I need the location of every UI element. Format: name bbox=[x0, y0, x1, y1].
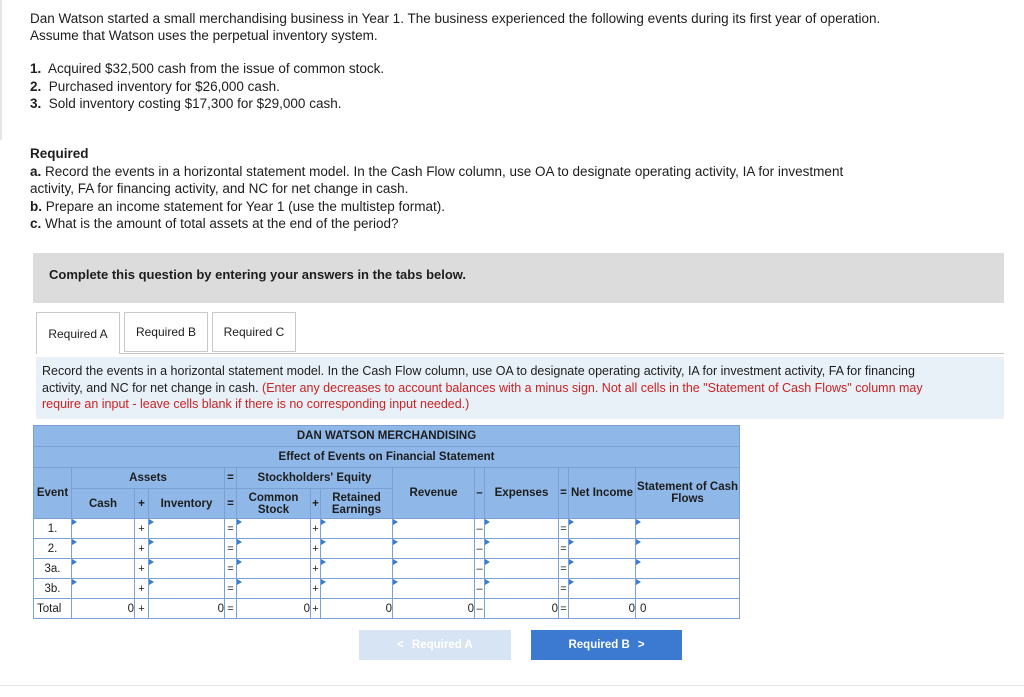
instructions-line-1: Record the events in a horizontal statement model. In the Cash Flow column, use OA to designate operating activity, IA for investment activity, FA for financing bbox=[42, 364, 915, 378]
statement-of-cash-flows-input-cell[interactable] bbox=[636, 559, 740, 579]
revenue-input[interactable] bbox=[393, 580, 474, 598]
revenue-input[interactable] bbox=[393, 540, 474, 558]
input-marker-icon bbox=[72, 519, 77, 525]
instructions-line-3: require an input - leave cells blank if there is no corresponding input needed.) bbox=[42, 397, 470, 411]
operator-sign: – bbox=[475, 519, 485, 539]
input-marker-icon bbox=[237, 559, 242, 565]
input-marker-icon bbox=[237, 579, 242, 585]
header-plus-sign: + bbox=[135, 489, 149, 519]
common-stock-input-cell[interactable] bbox=[237, 519, 311, 539]
retained-earnings-input-cell[interactable] bbox=[321, 519, 393, 539]
expenses-input-cell[interactable] bbox=[485, 539, 559, 559]
input-marker-icon bbox=[569, 579, 574, 585]
tab-required-c[interactable]: Required C bbox=[212, 312, 296, 352]
input-marker-icon bbox=[636, 539, 641, 545]
company-name: DAN WATSON MERCHANDISING bbox=[34, 426, 740, 447]
revenue-input[interactable] bbox=[393, 560, 474, 578]
event-item: 2. Purchased inventory for $26,000 cash. bbox=[30, 78, 280, 94]
event-label: 3b. bbox=[34, 579, 72, 599]
input-marker-icon bbox=[569, 519, 574, 525]
required-c: c. What is the amount of total assets at the end of the period? bbox=[30, 216, 399, 231]
statement-of-cash-flows-total: 0 bbox=[636, 599, 740, 619]
header-stockholders-equity: Stockholders' Equity bbox=[237, 468, 393, 489]
common-stock-input-cell[interactable] bbox=[237, 559, 311, 579]
input-marker-icon bbox=[321, 539, 326, 545]
net-income-total: 0 bbox=[569, 599, 636, 619]
expenses-input-cell[interactable] bbox=[485, 579, 559, 599]
expenses-input[interactable] bbox=[485, 580, 558, 598]
input-marker-icon bbox=[321, 519, 326, 525]
input-marker-icon bbox=[485, 519, 490, 525]
input-marker-icon bbox=[149, 519, 154, 525]
operator-sign: + bbox=[311, 539, 321, 559]
input-marker-icon bbox=[636, 559, 641, 565]
operator-sign: + bbox=[135, 559, 149, 579]
header-minus-sign: – bbox=[475, 468, 485, 519]
inventory-input[interactable] bbox=[149, 580, 224, 598]
table-row-total bbox=[34, 599, 740, 619]
inventory-total: 0 bbox=[149, 599, 225, 619]
operator-sign: = bbox=[559, 519, 569, 539]
header-equals-sign: = bbox=[225, 489, 237, 519]
inventory-input[interactable] bbox=[149, 520, 224, 538]
operator-sign: – bbox=[475, 579, 485, 599]
header-equals-sign: = bbox=[225, 468, 237, 489]
table-row bbox=[34, 579, 740, 599]
statement-of-cash-flows-input[interactable] bbox=[636, 540, 739, 558]
revenue-total: 0 bbox=[393, 599, 475, 619]
input-marker-icon bbox=[72, 579, 77, 585]
net-income-input[interactable] bbox=[569, 560, 635, 578]
event-label: 1. bbox=[34, 519, 72, 539]
retained-earnings-total: 0 bbox=[321, 599, 393, 619]
header-expenses: Expenses bbox=[485, 468, 559, 519]
net-income-input[interactable] bbox=[569, 580, 635, 598]
input-marker-icon bbox=[636, 579, 641, 585]
table-row bbox=[34, 539, 740, 559]
input-marker-icon bbox=[393, 579, 398, 585]
expenses-input[interactable] bbox=[485, 520, 558, 538]
net-income-input-cell[interactable] bbox=[569, 519, 636, 539]
header-common-stock: Common Stock bbox=[237, 489, 311, 519]
common-stock-input[interactable] bbox=[237, 540, 310, 558]
operator-sign: = bbox=[559, 599, 569, 619]
header-inventory: Inventory bbox=[149, 489, 225, 519]
event-item: 3. Sold inventory costing $17,300 for $29,000 cash. bbox=[30, 96, 342, 111]
input-marker-icon bbox=[485, 579, 490, 585]
input-marker-icon bbox=[636, 519, 641, 525]
instructions-line-2: activity, and NC for net change in cash. (Enter any decreases to account balances with a minus sign. Not all cells in the "Statement of Cash Flows" column may bbox=[42, 380, 923, 395]
horizontal-statement-model bbox=[33, 425, 740, 619]
input-marker-icon bbox=[393, 539, 398, 545]
total-label: Total bbox=[34, 599, 72, 619]
operator-sign: = bbox=[225, 599, 237, 619]
input-marker-icon bbox=[237, 539, 242, 545]
chevron-left-icon: < bbox=[397, 639, 404, 651]
operator-sign: + bbox=[135, 539, 149, 559]
left-rule bbox=[0, 0, 2, 140]
cash-input-cell[interactable] bbox=[72, 579, 135, 599]
input-marker-icon bbox=[321, 559, 326, 565]
input-marker-icon bbox=[321, 579, 326, 585]
operator-sign: = bbox=[559, 539, 569, 559]
bottom-rule bbox=[0, 685, 1024, 686]
retained-earnings-input-cell[interactable] bbox=[321, 579, 393, 599]
inventory-input-cell[interactable] bbox=[149, 539, 225, 559]
operator-sign: + bbox=[311, 519, 321, 539]
revenue-input-cell[interactable] bbox=[393, 559, 475, 579]
input-marker-icon bbox=[237, 519, 242, 525]
expenses-input[interactable] bbox=[485, 540, 558, 558]
header-statement-of-cash-flows: Statement of Cash Flows bbox=[636, 468, 740, 519]
net-income-input[interactable] bbox=[569, 540, 635, 558]
operator-sign: + bbox=[135, 599, 149, 619]
tab-required-b[interactable]: Required B bbox=[124, 312, 208, 352]
input-marker-icon bbox=[149, 539, 154, 545]
input-marker-icon bbox=[393, 519, 398, 525]
cash-input[interactable] bbox=[72, 540, 134, 558]
common-stock-input-cell[interactable] bbox=[237, 539, 311, 559]
retained-earnings-input[interactable] bbox=[321, 520, 392, 538]
input-marker-icon bbox=[393, 559, 398, 565]
cash-total: 0 bbox=[72, 599, 135, 619]
input-marker-icon bbox=[149, 579, 154, 585]
operator-sign: = bbox=[559, 559, 569, 579]
input-marker-icon bbox=[485, 559, 490, 565]
input-marker-icon bbox=[149, 559, 154, 565]
tab-required-a[interactable]: Required A bbox=[36, 312, 120, 354]
common-stock-input[interactable] bbox=[237, 560, 310, 578]
cash-input[interactable] bbox=[72, 560, 134, 578]
statement-of-cash-flows-input-cell[interactable] bbox=[636, 539, 740, 559]
input-marker-icon bbox=[569, 559, 574, 565]
retained-earnings-input-cell[interactable] bbox=[321, 539, 393, 559]
operator-sign: – bbox=[475, 559, 485, 579]
retained-earnings-input-cell[interactable] bbox=[321, 559, 393, 579]
operator-sign: = bbox=[225, 519, 237, 539]
cash-input[interactable] bbox=[72, 520, 134, 538]
expenses-input[interactable] bbox=[485, 560, 558, 578]
header-retained-earnings: Retained Earnings bbox=[321, 489, 393, 519]
next-required-b-button[interactable]: Required B > bbox=[531, 630, 682, 660]
operator-sign: – bbox=[475, 599, 485, 619]
required-b: b. Prepare an income statement for Year 1 (use the multistep format). bbox=[30, 198, 445, 214]
header-assets: Assets bbox=[72, 468, 225, 489]
operator-sign: + bbox=[311, 579, 321, 599]
complete-question-banner: Complete this question by entering your answers in the tabs below. bbox=[33, 253, 1004, 303]
required-a: a. Record the events in a horizontal statement model. In the Cash Flow column, use OA to designate operating activity, IA for investment activity, FA for financing activity, and NC for net change in cash. bbox=[30, 163, 844, 196]
statement-of-cash-flows-input[interactable] bbox=[636, 580, 739, 598]
retained-earnings-input[interactable] bbox=[321, 580, 392, 598]
cash-input-cell[interactable] bbox=[72, 559, 135, 579]
tab-panel-border bbox=[36, 353, 1004, 354]
common-stock-input[interactable] bbox=[237, 580, 310, 598]
common-stock-total: 0 bbox=[237, 599, 311, 619]
operator-sign: – bbox=[475, 539, 485, 559]
operator-sign: = bbox=[225, 539, 237, 559]
input-marker-icon bbox=[569, 539, 574, 545]
statement-of-cash-flows-input[interactable] bbox=[636, 520, 739, 538]
header-plus-sign: + bbox=[311, 489, 321, 519]
statement-of-cash-flows-input-cell[interactable] bbox=[636, 519, 740, 539]
event-label: 3a. bbox=[34, 559, 72, 579]
table-subtitle: Effect of Events on Financial Statement bbox=[34, 447, 740, 468]
retained-earnings-input[interactable] bbox=[321, 560, 392, 578]
net-income-input-cell[interactable] bbox=[569, 539, 636, 559]
table-row bbox=[34, 519, 740, 539]
header-net-income: Net Income bbox=[569, 468, 636, 519]
operator-sign: + bbox=[311, 559, 321, 579]
operator-sign: = bbox=[559, 579, 569, 599]
revenue-input-cell[interactable] bbox=[393, 579, 475, 599]
cash-input-cell[interactable] bbox=[72, 519, 135, 539]
operator-sign: = bbox=[225, 559, 237, 579]
table-row bbox=[34, 559, 740, 579]
statement-of-cash-flows-input[interactable] bbox=[636, 560, 739, 578]
problem-intro: Dan Watson started a small merchandising business in Year 1. The business experienced the following events during its first year of operation. Assume that Watson uses the perpetual inventory system. bbox=[30, 11, 881, 43]
expenses-input-cell[interactable] bbox=[485, 519, 559, 539]
expenses-total: 0 bbox=[485, 599, 559, 619]
inventory-input[interactable] bbox=[149, 560, 224, 578]
retained-earnings-input[interactable] bbox=[321, 540, 392, 558]
cash-input-cell[interactable] bbox=[72, 539, 135, 559]
header-cash: Cash bbox=[72, 489, 135, 519]
operator-sign: + bbox=[311, 599, 321, 619]
required-title: Required bbox=[30, 146, 89, 161]
event-label: 2. bbox=[34, 539, 72, 559]
operator-sign: = bbox=[225, 579, 237, 599]
events-list bbox=[30, 60, 384, 113]
inventory-input-cell[interactable] bbox=[149, 579, 225, 599]
prev-required-a-button[interactable]: < Required A bbox=[359, 630, 511, 660]
required-section bbox=[30, 145, 850, 233]
operator-sign: + bbox=[135, 519, 149, 539]
cash-input[interactable] bbox=[72, 580, 134, 598]
revenue-input[interactable] bbox=[393, 520, 474, 538]
chevron-right-icon: > bbox=[637, 639, 645, 651]
net-income-input-cell[interactable] bbox=[569, 559, 636, 579]
common-stock-input[interactable] bbox=[237, 520, 310, 538]
statement-of-cash-flows-input-cell[interactable] bbox=[636, 579, 740, 599]
header-equals-sign: = bbox=[559, 468, 569, 519]
revenue-input-cell[interactable] bbox=[393, 519, 475, 539]
inventory-input-cell[interactable] bbox=[149, 559, 225, 579]
input-marker-icon bbox=[485, 539, 490, 545]
instructions-box bbox=[36, 357, 1004, 419]
inventory-input[interactable] bbox=[149, 540, 224, 558]
net-income-input[interactable] bbox=[569, 520, 635, 538]
input-marker-icon bbox=[72, 539, 77, 545]
header-revenue: Revenue bbox=[393, 468, 475, 519]
event-item: 1. Acquired $32,500 cash from the issue of common stock. bbox=[30, 61, 385, 76]
input-marker-icon bbox=[72, 559, 77, 565]
header-event: Event bbox=[34, 468, 72, 519]
operator-sign: + bbox=[135, 579, 149, 599]
expenses-input-cell[interactable] bbox=[485, 559, 559, 579]
net-income-input-cell[interactable] bbox=[569, 579, 636, 599]
inventory-input-cell[interactable] bbox=[149, 519, 225, 539]
revenue-input-cell[interactable] bbox=[393, 539, 475, 559]
common-stock-input-cell[interactable] bbox=[237, 579, 311, 599]
